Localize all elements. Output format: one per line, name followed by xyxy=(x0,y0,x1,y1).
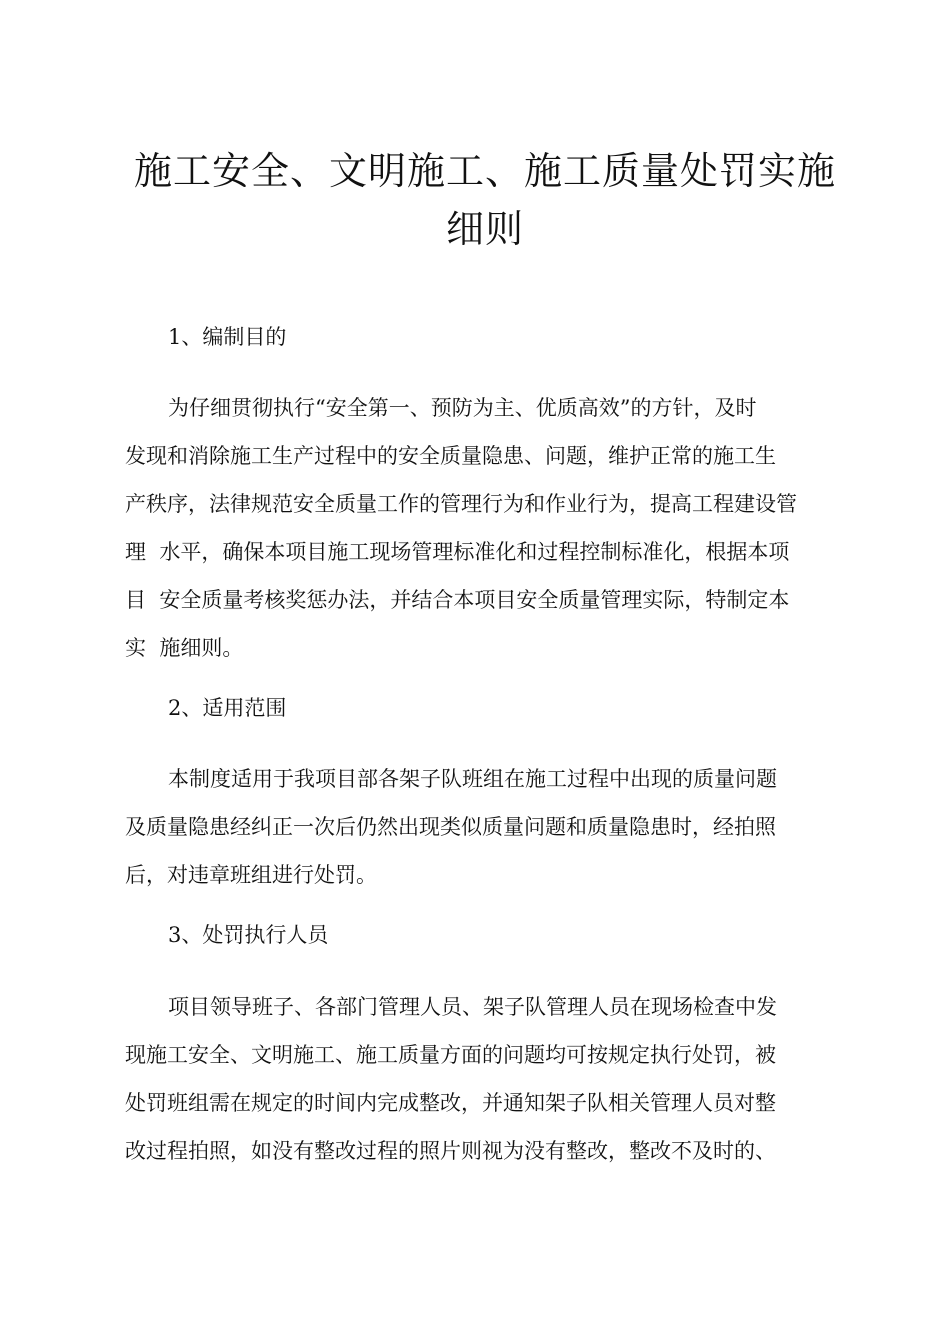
paragraph-line: 为仔细贯彻执行“安全第一、预防为主、优质高效”的方针，及时 xyxy=(168,396,757,420)
paragraph-line: 处罚班组需在规定的时间内完成整改，并通知架子队相关管理人员对整 xyxy=(125,1091,776,1115)
paragraph-line: 理 水平，确保本项目施工现场管理标准化和过程控制标准化，根据本项 xyxy=(125,540,790,564)
section-heading-purpose: 1、编制目的 xyxy=(168,325,287,349)
paragraph-line: 本制度适用于我项目部各架子队班组在施工过程中出现的质量问题 xyxy=(168,767,777,791)
paragraph-line: 项目领导班子、各部门管理人员、架子队管理人员在现场检查中发 xyxy=(168,995,777,1019)
paragraph-line: 发现和消除施工生产过程中的安全质量隐患、问题，维护正常的施工生 xyxy=(125,444,776,468)
paragraph-line: 后，对违章班组进行处罚。 xyxy=(125,863,377,887)
paragraph-line: 目 安全质量考核奖惩办法，并结合本项目安全质量管理实际，特制定本 xyxy=(125,588,790,612)
document-title: 施工安全、文明施工、施工质量处罚实施细则 xyxy=(133,149,836,251)
section-heading-scope: 2、适用范围 xyxy=(168,696,287,720)
paragraph-line: 现施工安全、文明施工、施工质量方面的问题均可按规定执行处罚，被 xyxy=(125,1043,776,1067)
paragraph-line: 产秩序，法律规范安全质量工作的管理行为和作业行为，提高工程建设管 xyxy=(125,492,797,516)
paragraph-line: 改过程拍照，如没有整改过程的照片则视为没有整改，整改不及时的、 xyxy=(125,1139,776,1163)
section-heading-executors: 3、处罚执行人员 xyxy=(168,923,329,947)
paragraph-line: 实 施细则。 xyxy=(125,636,244,660)
paragraph-line: 及质量隐患经纠正一次后仍然出现类似质量问题和质量隐患时，经拍照 xyxy=(125,815,776,839)
